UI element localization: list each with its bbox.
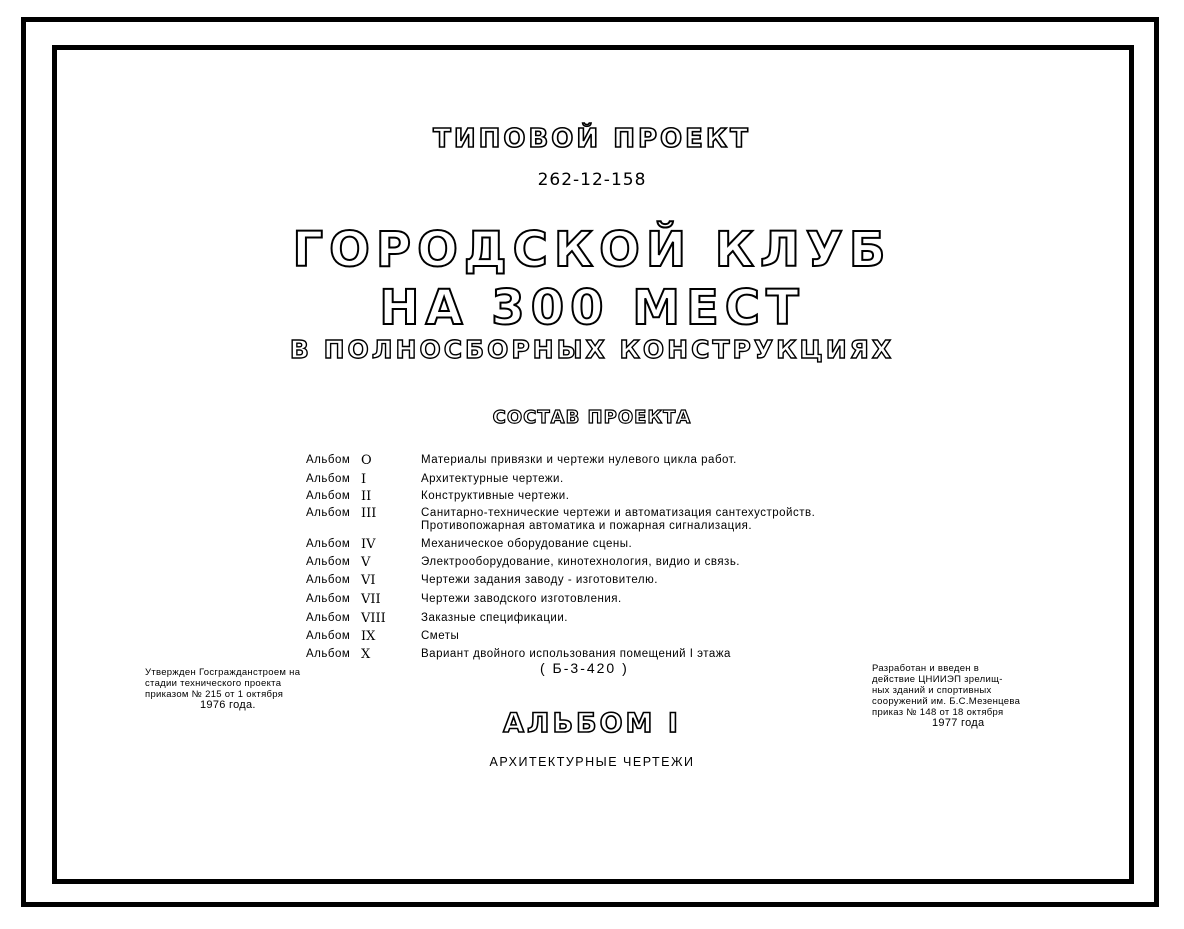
album-number: VI (361, 573, 376, 588)
developer-year: 1977 года (932, 717, 985, 729)
album-label: Альбом (306, 648, 351, 660)
main-title-line-2: НА 300 МЕСТ (379, 280, 805, 336)
list-item (306, 591, 622, 608)
developer-line: сооружений им. Б.С.Мезенцева (872, 696, 1021, 707)
developer-line: действие ЦНИИЭП зрелищ- (872, 674, 1003, 685)
album-label: Альбом (306, 507, 351, 519)
main-title-line-3: В ПОЛНОСБОРНЫХ КОНСТРУКЦИЯХ (289, 335, 895, 364)
album-label: Альбом (306, 473, 351, 485)
main-title-line-1: ГОРОДСКОЙ КЛУБ (292, 222, 892, 278)
album-description: Чертежи задания заводу - изготовителю. (421, 574, 658, 586)
album-label: Альбом (306, 574, 351, 586)
list-item (306, 554, 740, 571)
album-description: Вариант двойного использования помещений I этажа (421, 648, 731, 660)
approval-note (145, 667, 300, 711)
album-number: VIII (361, 611, 386, 626)
album-description: Электрооборудование, кинотехнология, видио и связь. (421, 556, 741, 568)
list-item (306, 610, 568, 627)
contents-heading: СОСТАВ ПРОЕКТА (492, 407, 692, 428)
approval-line: стадии технического проекта (145, 678, 282, 689)
approval-line: приказом № 215 от 1 октября (145, 689, 284, 700)
album-number: II (361, 489, 372, 504)
album-label: Альбом (306, 612, 351, 624)
list-item (306, 471, 564, 488)
list-item (306, 536, 632, 553)
project-code: 262-12-158 (537, 170, 647, 190)
album-title: АЛЬБОМ I (503, 708, 681, 739)
album-number: VII (361, 592, 381, 607)
album-description: Санитарно-технические чертежи и автоматизация сантехустройств. (421, 507, 816, 519)
album-description: Сметы (421, 630, 460, 642)
approval-year: 1976 года. (200, 699, 256, 711)
album-number: III (361, 506, 377, 521)
album-number: I (361, 472, 367, 487)
album-label: Альбом (306, 490, 351, 502)
album-description: Чертежи заводского изготовления. (421, 593, 622, 605)
album-number: X (361, 647, 371, 662)
list-item (306, 572, 658, 589)
album-label: Альбом (306, 556, 351, 568)
album-number: V (361, 555, 371, 570)
project-reference: ( Б-3-420 ) (540, 660, 629, 676)
list-item (306, 628, 459, 645)
album-label: Альбом (306, 538, 351, 550)
album-subtitle: АРХИТЕКТУРНЫЕ ЧЕРТЕЖИ (489, 755, 695, 769)
album-description: Материалы привязки и чертежи нулевого цикла работ. (421, 454, 737, 466)
list-item (306, 488, 569, 505)
album-description: Архитектурные чертежи. (421, 473, 564, 485)
list-item (306, 505, 815, 535)
album-label: Альбом (306, 454, 351, 466)
album-description: Механическое оборудование сцены. (421, 538, 633, 550)
album-number: IV (361, 537, 376, 552)
album-number: О (361, 453, 372, 468)
developer-line: ных зданий и спортивных (872, 685, 992, 696)
album-description-continued: Противопожарная автоматика и пожарная сигнализация. (421, 520, 753, 532)
list-item (306, 452, 737, 469)
album-description: Заказные спецификации. (421, 612, 568, 624)
album-label: Альбом (306, 630, 351, 642)
album-number: IX (361, 629, 376, 644)
developer-line: Разработан и введен в (872, 663, 980, 674)
approval-line: Утвержден Госгражданстроем на (145, 667, 301, 678)
document-title: ТИПОВОЙ ПРОЕКТ (433, 124, 751, 154)
album-label: Альбом (306, 593, 351, 605)
album-description: Конструктивные чертежи. (421, 490, 570, 502)
list-item (306, 646, 731, 663)
developer-line: приказ № 148 от 18 октября (872, 707, 1004, 718)
